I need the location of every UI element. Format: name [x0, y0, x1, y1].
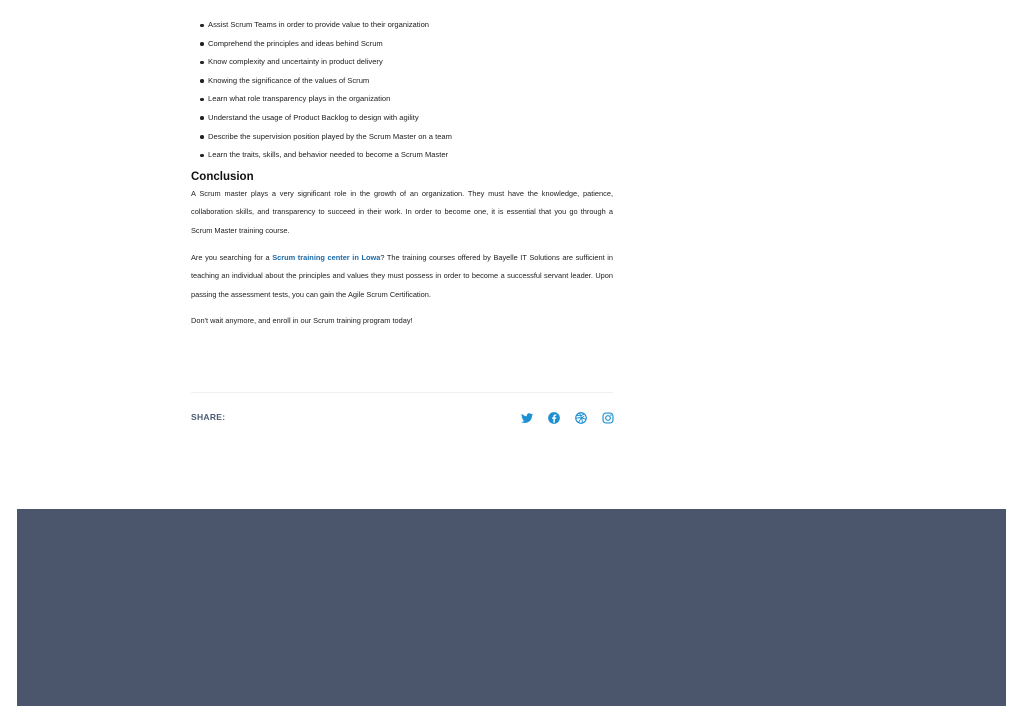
- benefits-list: [191, 16, 613, 165]
- conclusion-paragraph: A Scrum master plays a very significant role in the growth of an organization. They must have the knowledge, patience, collaboration skills, and transparency to succeed in their work. In order to become one, it is essential that you go through a Scrum Master training course.: [191, 188, 613, 235]
- conclusion-heading: Conclusion: [191, 170, 254, 183]
- list-item: Describe the supervision position played by the Scrum Master on a team: [191, 128, 613, 147]
- list-item: Assist Scrum Teams in order to provide value to their organization: [191, 16, 613, 35]
- dribbble-icon[interactable]: [574, 411, 588, 425]
- list-item: Know complexity and uncertainty in product delivery: [191, 53, 613, 72]
- share-divider: [191, 392, 613, 393]
- footer-section: [17, 509, 1006, 706]
- instagram-icon[interactable]: [601, 411, 615, 425]
- closing-paragraph: Don't wait anymore, and enroll in our Scrum training program today!: [191, 316, 413, 326]
- scrum-training-center-link[interactable]: Scrum training center in Lowa: [272, 252, 381, 262]
- list-item: Comprehend the principles and ideas behind Scrum: [191, 35, 613, 54]
- social-share-icons: [520, 410, 615, 426]
- list-item: Learn what role transparency plays in the organization: [191, 90, 613, 109]
- twitter-icon[interactable]: [520, 411, 534, 425]
- share-label: SHARE:: [191, 412, 226, 422]
- facebook-icon[interactable]: [547, 411, 561, 425]
- cta-paragraph: [191, 249, 613, 305]
- list-item: Knowing the significance of the values of Scrum: [191, 72, 613, 91]
- cta-text-after: ? The training courses offered by Bayelle IT Solutions are sufficient in teaching an individual about the principles and values they must possess in order to become a successful servant leader. Upon passing the assessment tests, you can gain the Agile Scrum Certification.: [191, 252, 613, 299]
- list-item: Understand the usage of Product Backlog to design with agility: [191, 109, 613, 128]
- cta-text-before: Are you searching for a: [191, 252, 273, 262]
- article-content: [191, 16, 613, 331]
- list-item: Learn the traits, skills, and behavior needed to become a Scrum Master: [191, 146, 613, 165]
